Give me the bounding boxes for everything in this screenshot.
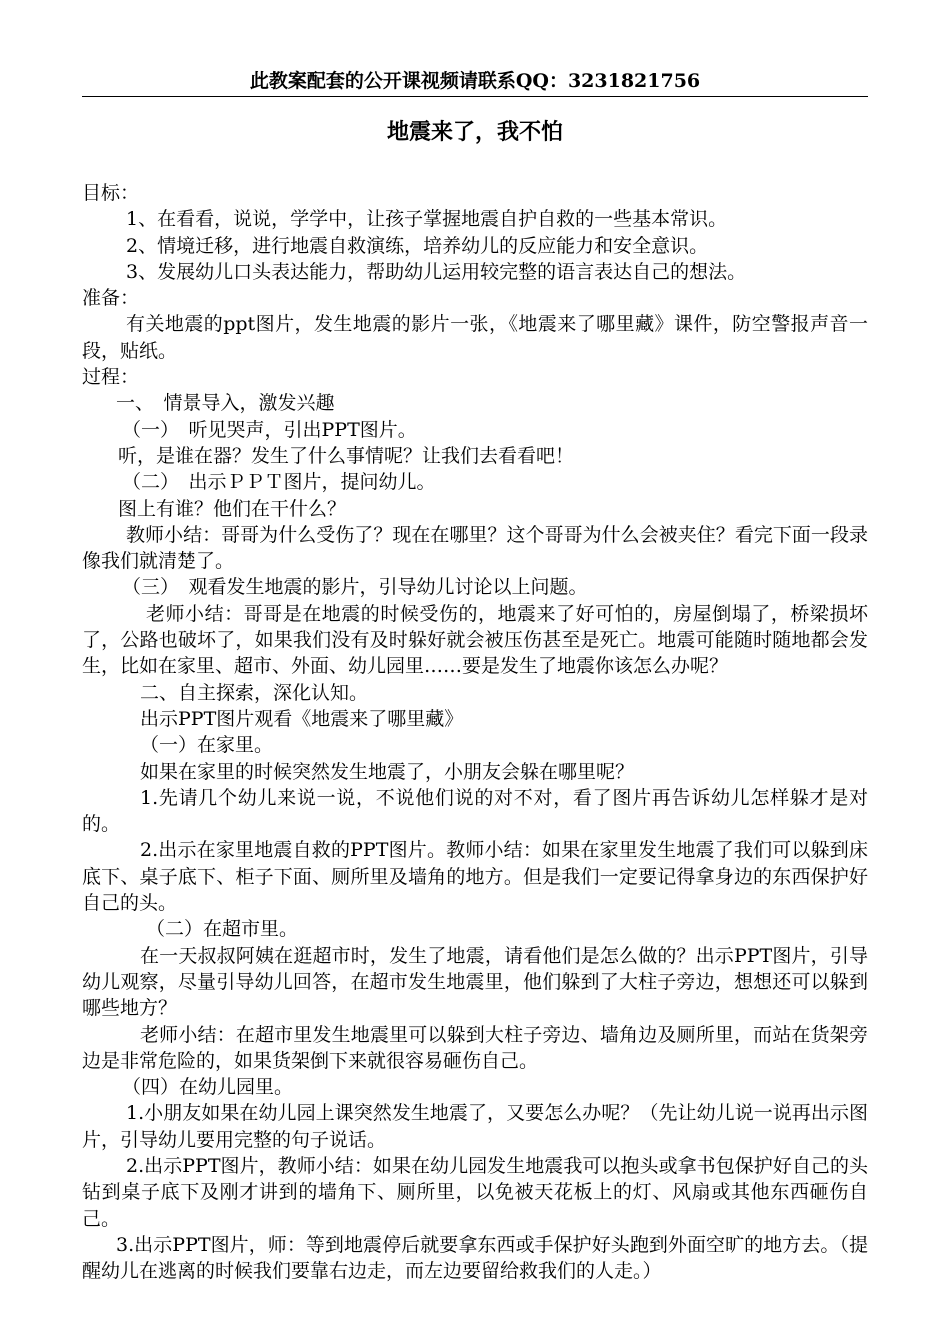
step-2-sub-2-text: 在一天叔叔阿姨在逛超市时，发生了地震，请看他们是怎么做的？出示PPT图片，引导幼儿观察，尽量引导幼儿回答，在超市发生地震里，他们躲到了大柱子旁边，想想还可以躲到哪些地方？	[82, 944, 868, 1020]
step-2-sub-1-item-1: 1.先请几个幼儿来说一说，不说他们说的对不对，看了图片再告诉幼儿怎样躲才是对的。	[82, 786, 868, 836]
section-process-label: 过程：	[82, 366, 140, 389]
teacher-summary-1: 教师小结：哥哥为什么受伤了？现在在哪里？这个哥哥为什么会被夹住？看完下面一段录像我们就清楚了。	[82, 523, 868, 573]
teacher-summary-3: 老师小结：在超市里发生地震里可以躲到大柱子旁边、墙角边及厕所里，而站在货架旁边是非常危险的，如果货架倒下来就很容易砸伤自己。	[82, 1023, 868, 1072]
step-2-heading: 二、自主探索，深化认知。	[140, 681, 369, 704]
prep-text: 有关地震的ppt图片，发生地震的影片一张，《地震来了哪里藏》课件，防空警报声音一段，贴纸。	[82, 313, 868, 362]
step-2-sub-4: （四）在幼儿园里。	[122, 1076, 294, 1099]
step-2-sub-1: （一）在家里。	[140, 734, 274, 757]
lesson-body	[82, 180, 868, 1284]
section-prep-label: 准备：	[82, 287, 140, 310]
step-2-sub-4-item-3: 3.出示PPT图片，师：等到地震停后就要拿东西或手保护好头跑到外面空旷的地方去。（提醒幼儿在逃离的时候我们要靠右边走，而左边要留给救我们的人走。）	[82, 1233, 868, 1283]
step-2-sub-1-item-2: 2.出示在家里地震自救的PPT图片。教师小结：如果在家里发生地震了我们可以躲到床底下、桌子底下、柜子下面、厕所里及墙角的地方。但是我们一定要记得拿身边的东西保护好自己的头。	[82, 839, 868, 915]
teacher-summary-2: 老师小结：哥哥是在地震的时候受伤的，地震来了好可怕的，房屋倒塌了，桥梁损坏了，公路也破坏了，如果我们没有及时躲好就会被压伤甚至是死亡。地震可能随时随地都会发生，比如在家里、超市、外面、幼儿园里……要是发生了地震你该怎么办呢？	[82, 602, 868, 678]
header-rule	[82, 96, 868, 97]
goal-item-3: 3、发展幼儿口头表达能力，帮助幼儿运用较完整的语言表达自己的想法。	[126, 260, 747, 283]
step-2-intro: 出示PPT图片观看《地震来了哪里藏》	[140, 707, 464, 730]
step-1-heading: 一、 情景导入，激发兴趣	[116, 392, 335, 415]
step-1-sub-2: （二） 出示ＰＰＴ图片，提问幼儿。	[122, 471, 436, 494]
section-goals-label: 目标：	[82, 182, 140, 204]
step-1-sub-1: （一） 听见哭声，引出PPT图片。	[122, 418, 417, 441]
step-2-sub-4-item-2: 2.出示PPT图片，教师小结：如果在幼儿园发生地震我可以抱头或拿书包保护好自己的头钻到桌子底下及刚才讲到的墙角下、厕所里，以免被天花板上的灯、风扇或其他东西砸伤自己。	[82, 1154, 868, 1230]
step-2-sub-4-item-1: 1.小朋友如果在幼儿园上课突然发生地震了，又要怎么办呢？（先让幼儿说一说再出示图片，引导幼儿要用完整的句子说话。	[82, 1102, 868, 1151]
lesson-title: 地震来了，我不怕	[386, 119, 563, 145]
document-header: 此教案配套的公开课视频请联系QQ：3231821756	[249, 70, 701, 92]
goal-item-2: 2、情境迁移，进行地震自救演练，培养幼儿的反应能力和安全意识。	[126, 234, 709, 257]
step-1-sub-3: （三） 观看发生地震的影片，引导幼儿讨论以上问题。	[122, 576, 588, 599]
step-1-sub-1-text: 听，是谁在器？发生了什么事情呢？让我们去看看吧！	[118, 444, 575, 467]
step-1-sub-2-text: 图上有谁？他们在干什么？	[118, 497, 347, 520]
step-2-sub-2: （二）在超市里。	[146, 918, 299, 941]
goal-item-1: 1、在看看，说说，学学中，让孩子掌握地震自护自救的一些基本常识。	[126, 208, 728, 231]
step-2-sub-1-question: 如果在家里的时候突然发生地震了，小朋友会躲在哪里呢？	[140, 760, 635, 783]
